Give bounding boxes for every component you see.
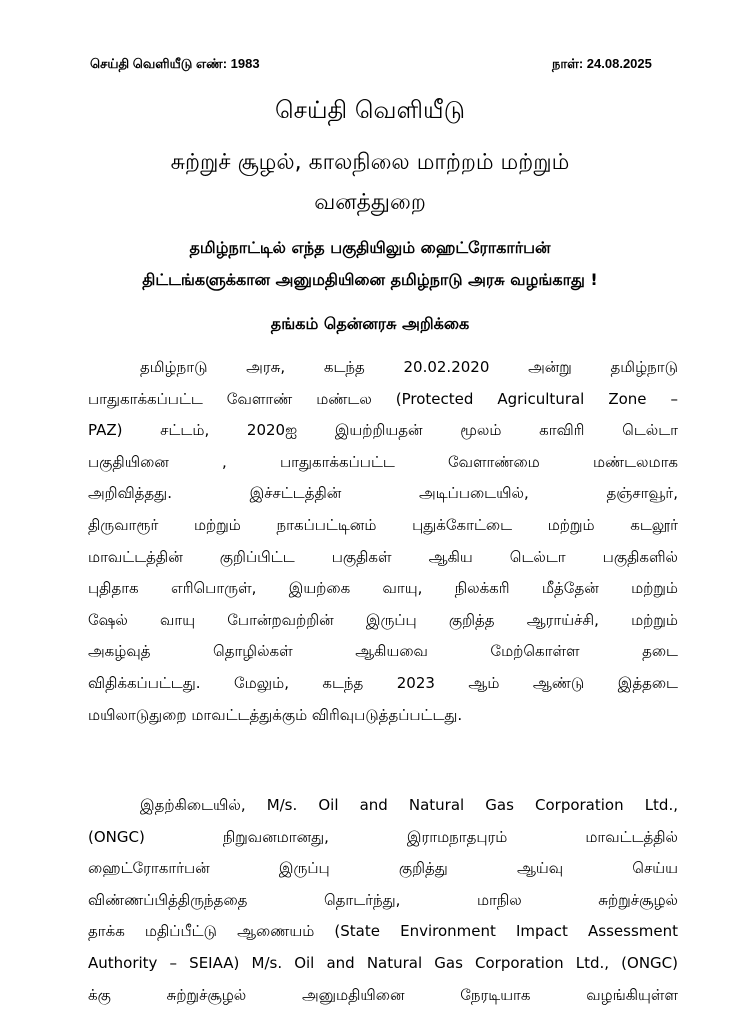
body-paragraph-2 — [88, 790, 678, 1011]
headline-line-1: தமிழ்நாட்டில் எந்த பகுதியிலும் ஹைட்ரோகார்பன் — [189, 238, 551, 257]
paragraph-line: திருவாரூர் மற்றும் நாகப்பட்டினம் புதுக்கோட்டை மற்றும் கடலூர் — [88, 515, 678, 534]
paragraph-line: பகுதியினை , பாதுகாக்கப்பட்ட வேளாண்மை மண்டலமாக — [88, 452, 678, 471]
paragraph-line: PAZ) சட்டம், 2020ஐ இயற்றியதன் மூலம் காவிரி டெல்டா — [88, 421, 678, 440]
paragraph-line: (ONGC) நிறுவனமானது, இராமநாதபுரம் மாவட்டத்தில் — [88, 827, 678, 846]
paragraph-line: இதற்கிடையில், M/s. Oil and Natural Gas Corporation Ltd., — [140, 796, 678, 814]
paragraph-line: அறிவித்தது. இச்சட்டத்தின் அடிப்படையில், தஞ்சாவூர், — [88, 484, 678, 503]
paragraph-line: ஹைட்ரோகார்பன் இருப்பு குறித்து ஆய்வு செய்ய — [88, 859, 678, 878]
paragraph-line: Authority – SEIAA) M/s. Oil and Natural Gas Corporation Ltd., (ONGC) — [88, 953, 678, 972]
release-number: செய்தி வெளியீடு எண்: 1983 — [90, 56, 260, 71]
paragraph-line: க்கு சுற்றுச்சூழல் அனுமதியினை நேரடியாக வழங்கியுள்ள — [88, 985, 678, 1004]
paragraph-line: மயிலாடுதுறை மாவட்டத்துக்கும் விரிவுபடுத்தப்பட்டது. — [88, 705, 463, 724]
paragraph-line: விண்ணப்பித்திருந்ததை தொடர்ந்து, மாநில சுற்றுச்சூழல் — [88, 890, 678, 909]
paragraph-line: விதிக்கப்பட்டது. மேலும், கடந்த 2023 ஆம் ஆண்டு இத்தடை — [88, 673, 678, 692]
headline-line-2: திட்டங்களுக்கான அனுமதியினை தமிழ்நாடு அரசு வழங்காது ! — [142, 270, 598, 289]
document-title: செய்தி வெளியீடு — [274, 96, 466, 124]
paragraph-line: தமிழ்நாடு அரசு, கடந்த 20.02.2020 அன்று தமிழ்நாடு — [140, 358, 678, 376]
statement-subheading: தங்கம் தென்னரசு அறிக்கை — [270, 314, 470, 333]
paragraph-line: தாக்க மதிப்பீட்டு ஆணையம் (State Environment Impact Assessment — [88, 922, 678, 941]
paragraph-line: அகழ்வுத் தொழில்கள் ஆகியவை மேற்கொள்ள தடை — [88, 642, 678, 661]
release-date: நாள்: 24.08.2025 — [552, 56, 652, 71]
paragraph-line: மாவட்டத்தின் குறிப்பிட்ட பகுதிகள் ஆகிய டெல்டா பகுதிகளில் — [88, 547, 678, 566]
paragraph-line: ஷேல் வாயு போன்றவற்றின் இருப்பு குறித்த ஆராய்ச்சி, மற்றும் — [88, 610, 678, 629]
department-name-line-2: வனத்துறை — [314, 190, 426, 215]
paragraph-line: பாதுகாக்கப்பட்ட வேளாண் மண்டல (Protected Agricultural Zone – — [88, 389, 678, 408]
department-name-line-1: சுற்றுச் சூழல், காலநிலை மாற்றம் மற்றும் — [170, 150, 570, 175]
body-paragraph-1 — [88, 352, 678, 731]
paragraph-line: புதிதாக எரிபொருள், இயற்கை வாயு, நிலக்கரி மீத்தேன் மற்றும் — [88, 579, 678, 598]
